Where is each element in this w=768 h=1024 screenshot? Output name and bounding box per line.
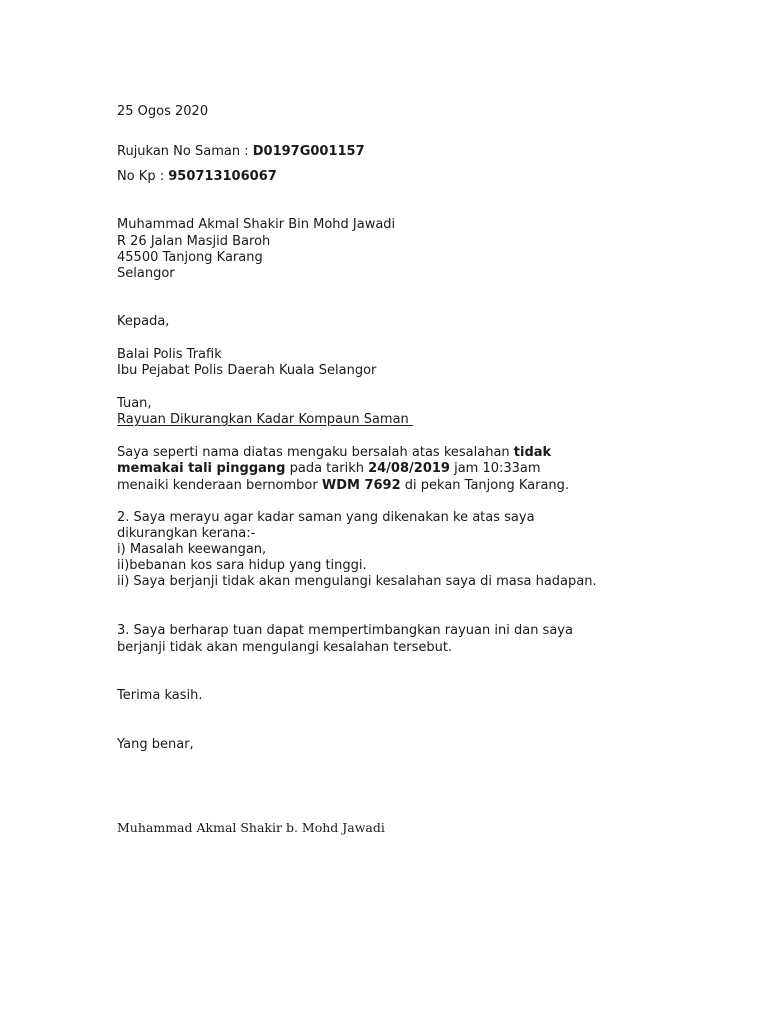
plate-number-prefix: W: [321, 478, 337, 493]
recipient-line2: Ibu Pejabat Polis Daerah Kuala Selangor: [117, 363, 377, 378]
recipient-line1: Balai Polis Trafik: [117, 347, 222, 362]
ic-line: [117, 169, 277, 185]
reason-item: ii)bebanan kos sara hidup yang tinggi.: [117, 558, 367, 573]
letter-page: 25 Ogos 2020 Rujukan No Saman : D0197G001157 No Kp : 950713106067 Muhammad Akmal Shakir Bin Mohd Jawadi R 26 Jalan Masjid Baroh 45500 Tanjong Karang Selangor Kepada, Balai Polis Trafik Ibu Pejabat Polis Daerah Kuala Selangor Tuan, Rayuan Dikurangkan Kadar Kompaun Saman Saya seperti nama diatas mengaku bersalah atas kesalahan tidak memakai tali pinggang pada tarikh 24/08/2019 jam 10:33am menaiki kenderaan bernombor WDM 7692 di pekan Tanjong Karang. 2. Saya merayu agar kadar saman yang dikenakan ke atas saya dikurangkan kerana:- i) Masalah keewangan, ii)bebanan kos sara hidup yang tinggi. ii) Saya berjanji tidak akan mengulangi kesalahan saya di masa hadapan. 3. Saya berharap tuan dapat mempertimbangkan rayuan ini dan saya berjanji tidak akan mengulangi kesalahan tersebut. Terima kasih. Yang benar, Muhammad Akmal Shakir b. Mohd Jawadi: [117, 104, 597, 835]
plate-number: DM 7692: [336, 478, 401, 493]
reason-item: i) Masalah keewangan,: [117, 542, 267, 557]
closing-line: Yang benar,: [117, 737, 194, 752]
sender-address-line2: 45500 Tanjong Karang: [117, 250, 263, 265]
sender-state: Selangor: [117, 266, 175, 281]
letter-date: 25 Ogos 2020: [117, 104, 209, 119]
reference-label: Rujukan No Saman :: [117, 144, 253, 159]
sender-address-line1: R 26 Jalan Masjid Baroh: [117, 234, 271, 249]
reference-number: D0197G001157: [252, 144, 365, 159]
ic-label: No Kp :: [117, 169, 169, 184]
letter-subject: Rayuan Dikurangkan Kadar Kompaun Saman: [117, 412, 413, 427]
signature-name: Muhammad Akmal Shakir b. Mohd Jawadi: [117, 820, 385, 835]
reference-line: [117, 144, 365, 160]
thanks-line: Terima kasih.: [117, 688, 203, 703]
offence-date: 24/08/2019: [368, 461, 450, 476]
sender-name: Muhammad Akmal Shakir Bin Mohd Jawadi: [117, 217, 396, 232]
ic-number: 950713106067: [168, 169, 277, 184]
reason-item: ii) Saya berjanji tidak akan mengulangi kesalahan saya di masa hadapan.: [117, 574, 597, 589]
to-label: Kepada,: [117, 314, 170, 329]
salutation: Tuan,: [117, 396, 152, 411]
